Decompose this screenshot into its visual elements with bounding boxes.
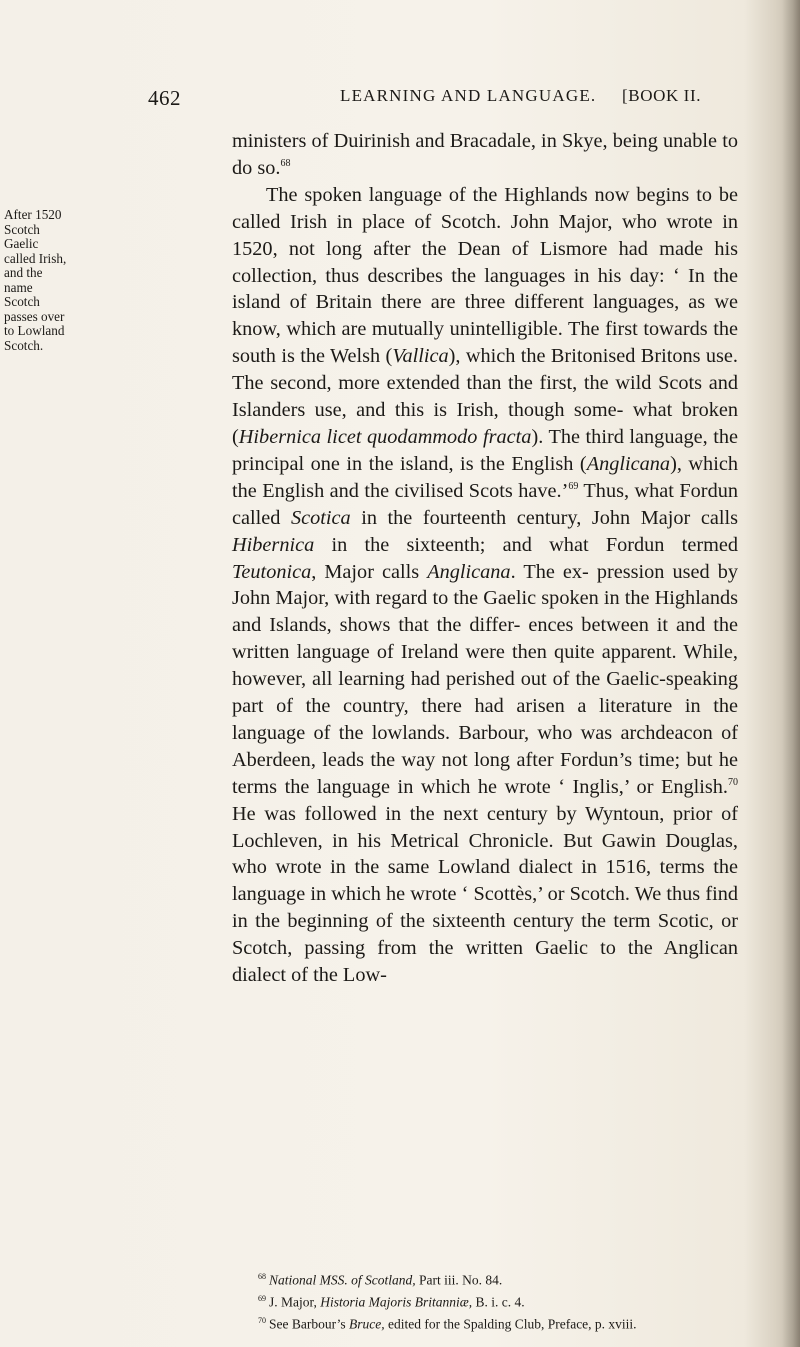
footnote-italic: Bruce,: [349, 1316, 385, 1332]
italic-term: Scotica: [290, 506, 351, 529]
marginal-line: After 1520: [4, 207, 62, 222]
text-fragment: wrote ‘ Inglis,’ or English.: [504, 775, 728, 798]
italic-term: Hibernica licet quodammodo fracta: [238, 425, 532, 448]
footnote-mark: 68: [258, 1272, 266, 1281]
text-line: century by Wyntoun, prior of Lochleven, in his Metrical: [232, 802, 738, 852]
text-fragment: ), which the Britonised: [448, 345, 636, 368]
marginal-line: passes over: [4, 308, 65, 324]
running-title: LEARNING AND LANGUAGE.: [340, 86, 597, 105]
marginal-note: [4, 208, 96, 353]
footnote: [258, 1312, 748, 1334]
text-fragment: John Major calls: [591, 506, 738, 529]
text-line: quite apparent. While, however, all learning had perished: [232, 641, 738, 691]
text-fragment: Fordun termed: [605, 533, 738, 556]
text-fragment: in the sixteenth; and what: [314, 533, 589, 556]
text-line: island of Britain there are three different languages, as we: [232, 291, 738, 314]
text-line: to do so.: [232, 130, 738, 179]
text-line: who was archdeacon of Aberdeen, leads the way not long: [232, 721, 738, 771]
footnote-ref: 70: [728, 776, 738, 788]
footnote-italic: Historia Majoris Britanniæ,: [320, 1294, 473, 1310]
footnote: [258, 1290, 748, 1312]
text-line: wild Scots and Islanders use, and this is Irish, though some-: [232, 372, 738, 422]
text-line: after Fordun’s time; but he terms the language in which he: [232, 748, 738, 798]
italic-term: Hibernica: [232, 533, 315, 556]
paragraph-main: [232, 182, 738, 989]
text-line: Lowland dialect in 1516, terms the language in which he: [232, 856, 738, 906]
text-line: 1520, not long after the Dean of Lismore had made his: [232, 237, 738, 260]
text-line: from the written Gaelic to the Anglican dialect of the Low-: [232, 937, 738, 987]
footnote-ref: 68: [280, 158, 291, 170]
text-line: out of the Gaelic-speaking part of the country, there had: [232, 668, 738, 718]
marginal-line: Gaelic: [4, 236, 39, 251]
footnote-mark: 70: [258, 1316, 266, 1326]
paragraph-continuation: [232, 128, 738, 182]
footnote-text: J. Major,: [269, 1294, 321, 1310]
footnote-text: edited for the Spalding Club, Preface, p. xviii.: [384, 1316, 637, 1332]
text-line: third language, the principal one in the island, is the English: [232, 425, 739, 475]
text-line: spoken in the Highlands and Islands, shows that the differ-: [232, 587, 739, 637]
text-fragment: . The ex-: [510, 560, 589, 583]
text-line: collection, thus describes the languages in his day: ‘ In the: [232, 264, 738, 287]
text-line: Chronicle. But Gawin Douglas, who wrote in the same: [232, 829, 738, 879]
body-text: [232, 128, 738, 989]
text-fragment: , Major calls: [311, 560, 428, 583]
text-line: know, which are mutually unintelligible. The first towards: [232, 318, 708, 341]
footnote: [258, 1268, 748, 1290]
footnote-ref: 69: [568, 481, 579, 493]
marginal-line: called Irish,: [4, 250, 67, 266]
footnotes: [258, 1268, 748, 1334]
text-fragment: ), which the English and the civilised Scots have.’: [232, 452, 738, 502]
text-line: called Irish in place of Scotch. John Major, who wrote in: [232, 210, 738, 233]
book-reference: [BOOK II.: [622, 86, 702, 105]
footnote-text: Part iii. No. 84.: [415, 1272, 503, 1288]
marginal-line: Scotch: [4, 294, 40, 309]
text-line: Britons use. The second, more extended than the first, the: [232, 345, 738, 395]
text-line: ministers of Duirinish and Bracadale, in Skye, being unable: [232, 130, 718, 152]
page-number: 462: [148, 86, 181, 110]
text-fragment: He was followed in the next: [232, 802, 479, 825]
text-fragment: the south is the Welsh (: [232, 318, 738, 368]
marginal-line: to Lowland: [4, 323, 65, 338]
italic-term: Anglicana: [586, 452, 671, 475]
page-header: [0, 86, 800, 116]
text-fragment: (: [579, 452, 587, 475]
italic-term: Vallica: [392, 345, 449, 368]
footnote-mark: 69: [258, 1294, 266, 1304]
text-line: of the sixteenth century the term Scotic, or Scotch, passing: [232, 910, 738, 960]
page-edge-shadow: [782, 0, 800, 1347]
footnote-text: B. i. c. 4.: [472, 1294, 525, 1310]
footnote-text: See Barbour’s: [269, 1316, 349, 1332]
text-fragment: Thus, what Fordun called: [232, 479, 738, 529]
marginal-line: name: [4, 279, 33, 295]
italic-term: Anglicana: [427, 560, 511, 583]
text-fragment: what broken (: [232, 399, 739, 448]
marginal-line: Scotch.: [4, 337, 44, 353]
marginal-line: Scotch: [4, 221, 40, 237]
italic-term: Teutonica: [232, 560, 312, 583]
text-line: arisen a literature in the language of the lowlands. Barbour,: [232, 695, 738, 744]
text-line: wrote ‘ Scottès,’ or Scotch. We thus find in the beginning: [232, 883, 738, 933]
footnote-italic: National MSS. of Scotland,: [269, 1272, 416, 1288]
text-fragment: in the fourteenth century,: [350, 506, 582, 529]
text-line: ences between it and the written language of Ireland were then: [232, 614, 738, 664]
text-fragment: ). The: [531, 425, 580, 448]
marginal-line: and the: [4, 265, 43, 280]
text-line: The spoken language of the Highlands now begins to be: [266, 183, 738, 206]
text-line: pression used by John Major, with regard to the Gaelic: [232, 560, 738, 610]
